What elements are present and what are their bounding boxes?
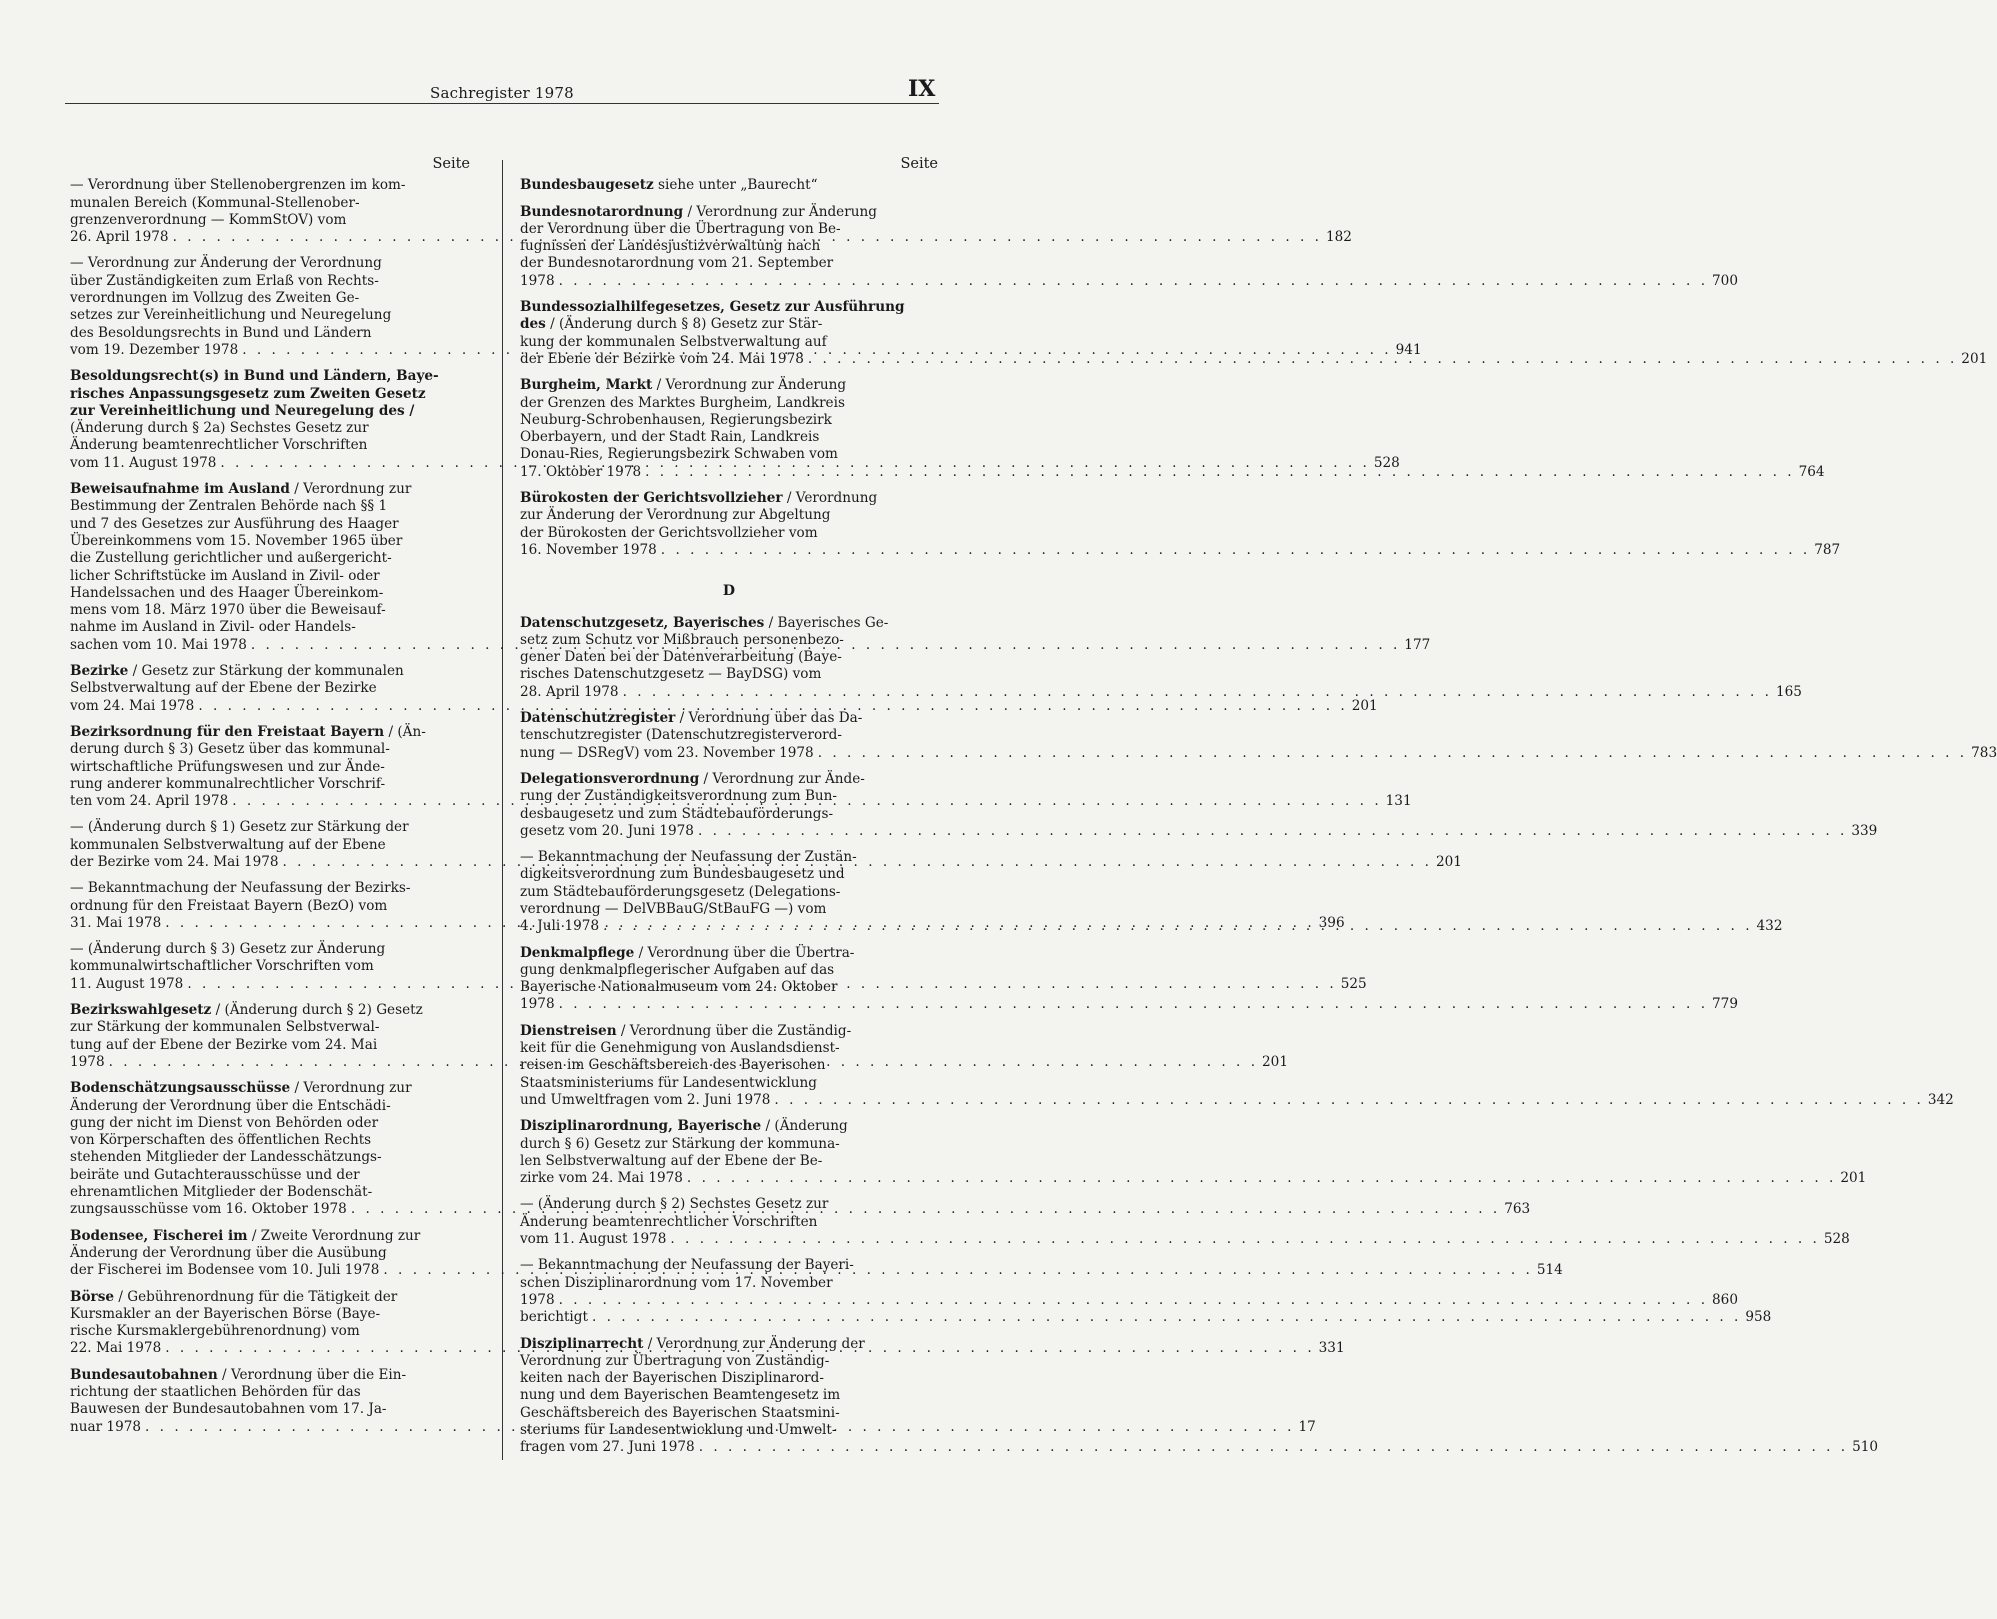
leader-dots xyxy=(559,273,1708,289)
entry-page-ref: 779 xyxy=(1712,996,1738,1013)
index-entry xyxy=(520,490,1841,559)
entry-date: zungsausschüsse vom 16. Oktober 1978 xyxy=(70,1201,347,1218)
entry-reference-line xyxy=(520,683,1802,701)
entry-reference-line xyxy=(520,1231,1850,1248)
entry-text-line: tung auf der Ebene der Bezirke vom 24. Mai xyxy=(70,1036,378,1053)
entry-date: 22. Mai 1978 xyxy=(70,1340,162,1357)
entry-text-line: rung der Zuständigkeitsverordnung zum Bun- xyxy=(520,788,838,805)
entry-reference-line xyxy=(520,996,1738,1013)
entry-text-line: setz zum Schutz vor Mißbrauch personenbezo- xyxy=(520,631,844,648)
entry-page-ref: 201 xyxy=(1435,853,1462,870)
entry-text-line: verordnungen im Vollzug des Zweiten Ge- xyxy=(70,290,360,307)
entry-text-line: gung der nicht im Dienst von Behörden oder xyxy=(70,1114,379,1131)
entry-page-ref: 763 xyxy=(1504,1201,1531,1218)
entry-heading-rest: / Bayerisches Ge- xyxy=(764,614,889,631)
entry-page-ref: 342 xyxy=(1927,1091,1954,1108)
entry-text-line: der Bürokosten der Gerichtsvollzieher vom xyxy=(520,524,818,541)
entry-keyword: Datenschutzgesetz, Bayerisches xyxy=(520,614,765,631)
leader-dots xyxy=(818,745,1967,761)
entry-keyword: Bodenschätzungsausschüsse xyxy=(70,1080,291,1097)
entry-heading-rest: / Verordnung über die Zuständig- xyxy=(616,1022,852,1039)
entry-text-line: keiten nach der Bayerischen Disziplinarord- xyxy=(520,1370,824,1387)
entry-text-line: (Änderung durch § 2a) Sechstes Gesetz zur xyxy=(70,420,369,437)
entry-page-ref: 331 xyxy=(1318,1340,1345,1357)
entry-text-line: licher Schriftstücke im Ausland in Zivil- oder xyxy=(70,567,380,584)
entry-page-ref: 860 xyxy=(1712,1291,1738,1308)
entry-text-line: kommunalen Selbstverwaltung auf der Ebene xyxy=(70,836,386,853)
entry-heading-line xyxy=(520,1118,938,1135)
leader-dots xyxy=(698,823,1847,839)
entry-page-ref: 201 xyxy=(1351,697,1378,714)
entry-date: vom 11. August 1978 xyxy=(520,1231,667,1248)
entry-text-line: schen Disziplinarordnung vom 17. November xyxy=(520,1274,833,1291)
entry-text-line: Handelssachen und des Haager Übereinkom- xyxy=(70,584,384,601)
entry-text-line: munalen Bereich (Kommunal-Stellenober- xyxy=(70,194,360,211)
entry-page-ref: 339 xyxy=(1851,822,1878,839)
entry-text-line: — Bekanntmachung der Neufassung der Bayeri- xyxy=(520,1257,854,1274)
entry-keyword: Disziplinarrecht xyxy=(520,1335,644,1352)
entry-reference-line xyxy=(520,744,1997,762)
leader-dots xyxy=(559,1292,1708,1308)
entry-date: gesetz vom 20. Juni 1978 xyxy=(520,822,694,839)
entry-text-line: der Verordnung über die Übertragung von Be- xyxy=(520,220,841,237)
entry-text-line: — (Änderung durch § 2) Sechstes Gesetz zur xyxy=(520,1196,829,1213)
entry-text-line: risches Datenschutzgesetz — BayDSG) vom xyxy=(520,666,822,683)
entry-heading-line xyxy=(520,204,938,221)
entry-text-line: — (Änderung durch § 1) Gesetz zur Stärkung der xyxy=(70,819,409,836)
entry-keyword: Beweisaufnahme im Ausland xyxy=(70,481,290,498)
entry-reference-line xyxy=(520,1439,1879,1456)
entry-date: berichtigt xyxy=(520,1309,588,1326)
entry-text-line: fugnissen der Landesjustizverwaltung nach xyxy=(520,238,821,255)
entry-text-line: Kursmakler an der Bayerischen Börse (Baye- xyxy=(70,1305,381,1322)
entry-text-line: der Grenzen des Marktes Burgheim, Landkreis xyxy=(520,394,845,411)
entry-text-line: — Verordnung über Stellenobergrenzen im kom- xyxy=(70,177,406,194)
entry-heading-rest: / Verordnung über die Ein- xyxy=(217,1366,407,1383)
entry-text-line: gener Daten bei der Datenverarbeitung (Baye- xyxy=(520,649,842,666)
entry-page-ref: 165 xyxy=(1776,683,1802,700)
entry-text-line: ehrenamtlichen Mitglieder der Bodenschät- xyxy=(70,1184,373,1201)
entry-heading-line xyxy=(520,377,938,394)
index-entry xyxy=(520,710,1997,762)
entry-heading-line xyxy=(520,177,938,194)
entry-page-ref: 528 xyxy=(1823,1231,1850,1248)
entry-keyword: Börse xyxy=(70,1288,115,1305)
entry-heading-line xyxy=(70,481,470,498)
entry-heading-rest: / Verordnung über die Übertra- xyxy=(634,944,855,961)
entry-text-line: verordnung — DelVBBauG/StBauFG —) vom xyxy=(520,900,827,917)
entry-date: der Fischerei im Bodensee vom 10. Juli 1978 xyxy=(70,1262,380,1279)
entry-keyword: Datenschutzregister xyxy=(520,710,676,727)
leader-dots xyxy=(808,351,1957,367)
entry-text-line: tenschutzregister (Datenschutzregisterverord- xyxy=(520,727,842,744)
entry-text-line: desbaugesetz und zum Städtebauförderungs- xyxy=(520,805,834,822)
entry-keyword: Delegationsverordnung xyxy=(520,770,700,787)
entry-reference-line xyxy=(520,350,1988,368)
entry-text-line: — (Änderung durch § 3) Gesetz zur Änderung xyxy=(70,941,386,958)
section-letter: D xyxy=(722,583,736,600)
entry-text-line: der Bundesnotarordnung vom 21. September xyxy=(520,255,834,272)
entry-text-line: nahme im Ausland in Zivil- oder Handels- xyxy=(70,619,356,636)
entry-text-line: mens vom 18. März 1970 über die Beweisauf- xyxy=(70,602,386,619)
entry-page-ref: 17 xyxy=(1298,1418,1316,1435)
entry-heading-rest: / Gebührenordnung für die Tätigkeit der xyxy=(114,1288,398,1305)
entry-heading-rest: / Verordnung zur Änderung xyxy=(652,377,847,394)
entry-text-line: derung durch § 3) Gesetz über das kommunal- xyxy=(70,741,390,758)
entry-page-ref: 432 xyxy=(1756,918,1783,935)
entry-heading-line xyxy=(70,368,470,385)
entry-text-line: über Zuständigkeiten zum Erlaß von Rechts- xyxy=(70,272,379,289)
entry-heading-line xyxy=(70,1289,470,1306)
entry-keyword: Bodensee, Fischerei im xyxy=(70,1227,248,1244)
entry-reference-line xyxy=(520,463,1825,481)
entry-keyword: Burgheim, Markt xyxy=(520,377,653,394)
entry-heading-rest: / Verordnung zur Änderung der xyxy=(643,1335,865,1352)
entry-heading-rest: / (Änderung xyxy=(761,1118,848,1135)
entry-date: 31. Mai 1978 xyxy=(70,914,162,931)
entry-keyword: Dienstreisen xyxy=(520,1022,617,1039)
entry-date: 26. April 1978 xyxy=(70,229,169,246)
entry-page-ref: 525 xyxy=(1340,975,1367,992)
entry-date: ten vom 24. April 1978 xyxy=(70,793,229,810)
leader-dots xyxy=(645,464,1794,480)
entry-heading-line xyxy=(520,615,938,632)
entry-page-ref: 201 xyxy=(1961,350,1988,367)
entry-text-line: rung anderer kommunalrechtlicher Vorschrif- xyxy=(70,775,386,792)
entry-text-line: beiräte und Gutachterausschüsse und der xyxy=(70,1166,360,1183)
entry-keyword-cont: des xyxy=(520,316,546,333)
entry-text-line: Änderung der Verordnung über die Ausübung xyxy=(70,1244,387,1261)
entry-date: der Ebene der Bezirke vom 24. Mai 1978 xyxy=(520,350,804,367)
entry-text-line: richtung der staatlichen Behörden für das xyxy=(70,1384,361,1400)
entry-text-line: die Zustellung gerichtlicher und außergericht- xyxy=(70,550,392,567)
entry-page-ref: 514 xyxy=(1536,1262,1563,1279)
leader-dots xyxy=(559,996,1708,1012)
entry-page-ref: 131 xyxy=(1385,793,1412,810)
entry-text-line: rische Kursmaklergebührenordnung) vom xyxy=(70,1323,360,1340)
entry-text-line: Änderung beamtenrechtlicher Vorschriften xyxy=(70,437,368,454)
entry-text-line: Staatsministeriums für Landesentwicklung xyxy=(520,1074,817,1091)
entry-text-line: nung und dem Bayerischen Beamtengesetz im xyxy=(520,1387,841,1404)
entry-heading-line xyxy=(520,771,938,788)
entry-keyword: Besoldungsrecht(s) in Bund und Ländern, Baye- xyxy=(70,368,439,385)
leader-dots xyxy=(699,1439,1848,1455)
entry-heading-rest: / (Än- xyxy=(384,723,426,740)
entry-date: 4. Juli 1978 xyxy=(520,918,600,935)
entry-text-line: Änderung der Verordnung über die Entschädi- xyxy=(70,1097,391,1114)
leader-dots xyxy=(592,1309,1741,1325)
leader-dots xyxy=(623,684,1772,700)
entry-text-line: Verordnung zur Übertragung von Zuständig- xyxy=(520,1352,830,1369)
entry-reference-line xyxy=(520,1309,1772,1326)
entry-heading-rest: siehe unter „Baurecht“ xyxy=(653,177,818,194)
entry-keyword: Bundessozialhilfegesetzes, Gesetz zur Ausführung xyxy=(520,299,905,316)
entry-text-line: des Besoldungsrechts in Bund und Ländern xyxy=(70,324,372,341)
header-rule xyxy=(65,103,939,104)
entry-reference-line xyxy=(520,272,1738,290)
entry-text-line: zur Stärkung der kommunalen Selbstverwal- xyxy=(70,1019,380,1036)
entry-text-line: Änderung beamtenrechtlicher Vorschriften xyxy=(520,1213,818,1230)
entry-keyword-line: risches Anpassungsgesetz zum Zweiten Gesetz xyxy=(70,385,426,402)
entry-date: und Umweltfragen vom 2. Juni 1978 xyxy=(520,1091,771,1108)
entry-reference-line xyxy=(70,229,1352,246)
entry-text-line: setzes zur Vereinheitlichung und Neuregelung xyxy=(70,307,392,324)
leader-dots xyxy=(603,918,1752,934)
leader-dots xyxy=(670,1231,1819,1247)
entry-text-line: kung der kommunalen Selbstverwaltung auf xyxy=(520,333,827,350)
entry-heading-rest: / Verordnung über das Da- xyxy=(675,710,863,727)
running-title: Sachregister 1978 xyxy=(430,84,574,102)
entry-heading-rest: / Verordnung zur Ände- xyxy=(699,770,865,787)
entry-keyword: Bezirkswahlgesetz xyxy=(70,1002,212,1019)
entry-text-line: Bauwesen der Bundesautobahnen vom 17. Ja- xyxy=(70,1401,387,1418)
entry-date: 1978 xyxy=(520,996,555,1013)
entry-text-line: durch § 6) Gesetz zur Stärkung der kommuna- xyxy=(520,1135,840,1152)
entry-page-ref: 182 xyxy=(1326,229,1352,246)
entry-page-ref: 396 xyxy=(1318,914,1345,931)
entry-text-line: von Körperschaften des öffentlichen Rechts xyxy=(70,1132,372,1149)
entry-heading-rest: / Verordnung zur Änderung xyxy=(683,203,877,220)
entry-reference-line xyxy=(520,1091,1954,1109)
entry-text-line: stehenden Mitglieder der Landesschätzungs- xyxy=(70,1149,382,1166)
leader-dots xyxy=(661,542,1810,558)
entry-text-line: wirtschaftliche Prüfungswesen und zur Ände- xyxy=(70,758,385,775)
entry-heading-line xyxy=(520,490,938,507)
leader-dots xyxy=(774,1092,1923,1108)
entry-date: vom 11. August 1978 xyxy=(70,454,217,471)
entry-date: 28. April 1978 xyxy=(520,683,619,700)
entry-keyword: Bezirke xyxy=(70,663,129,680)
index-entry xyxy=(520,177,938,194)
entry-text-line: reisen im Geschäftsbereich des Bayerischen xyxy=(520,1057,826,1074)
entry-date: 1978 xyxy=(520,272,555,289)
entry-text-line: digkeitsverordnung zum Bundesbaugesetz und xyxy=(520,866,845,883)
entry-text-line: zum Städtebauförderungsgesetz (Delegations- xyxy=(520,883,841,900)
entry-heading-rest: / Verordnung zur xyxy=(290,1080,412,1097)
entry-date: der Bezirke vom 24. Mai 1978 xyxy=(70,853,279,870)
seite-label-right: Seite xyxy=(900,156,938,172)
entry-heading-rest: / (Änderung durch § 8) Gesetz zur Stär- xyxy=(545,316,823,333)
entry-keyword: Bundesbaugesetz xyxy=(520,177,654,194)
entry-text-line: keit für die Genehmigung von Auslandsdienst- xyxy=(520,1040,840,1057)
entry-date: zirke vom 24. Mai 1978 xyxy=(520,1170,683,1187)
entry-keyword: Bundesautobahnen xyxy=(70,1366,218,1383)
entry-text-line: Donau-Ries, Regierungsbezirk Schwaben vom xyxy=(520,446,838,463)
entry-date: nuar 1978 xyxy=(70,1418,142,1435)
entry-page-ref: 958 xyxy=(1745,1309,1772,1326)
entry-date: 11. August 1978 xyxy=(70,975,184,992)
entry-heading-line xyxy=(70,1228,470,1245)
seite-label-left: Seite xyxy=(432,156,470,172)
entry-heading-line xyxy=(70,1080,470,1097)
entry-date: 16. November 1978 xyxy=(520,541,657,558)
entry-page-ref: 201 xyxy=(1262,1053,1288,1070)
index-entry xyxy=(520,1118,1867,1187)
entry-text-line: Übereinkommens vom 15. November 1965 über xyxy=(70,532,403,549)
entry-page-ref: 941 xyxy=(1395,341,1422,358)
entry-date: 17. Oktober 1978 xyxy=(520,463,642,480)
entry-heading-rest: / Zweite Verordnung zur xyxy=(247,1227,421,1244)
entry-text-line: zur Änderung der Verordnung zur Abgeltung xyxy=(520,507,831,524)
entry-heading-line xyxy=(70,1002,470,1019)
entry-keyword: Disziplinarordnung, Bayerische xyxy=(520,1118,762,1135)
entry-heading-line xyxy=(70,1367,470,1384)
entry-heading-line xyxy=(70,724,470,741)
entry-text-line: steriums für Landesentwicklung und Umwelt- xyxy=(520,1422,837,1438)
entry-text-line: Bayerische Nationalmuseum vom 24. Oktober xyxy=(520,979,838,996)
entry-page-ref: 700 xyxy=(1712,272,1738,289)
entry-reference-line xyxy=(520,541,1841,559)
entry-heading-line xyxy=(520,299,938,316)
entry-date: vom 24. Mai 1978 xyxy=(70,697,195,714)
entry-heading-rest: / Verordnung zur xyxy=(289,481,412,498)
entry-heading-line xyxy=(520,1023,938,1040)
entry-page-ref: 201 xyxy=(1840,1170,1867,1187)
entry-heading-line xyxy=(70,663,470,680)
entry-keyword: Bundesnotarordnung xyxy=(520,203,684,220)
entry-text-line: Oberbayern, und der Stadt Rain, Landkreis xyxy=(520,429,820,446)
entry-keyword: Denkmalpflege xyxy=(520,944,635,961)
entry-reference-line xyxy=(520,1291,1738,1309)
entry-keyword-line: zur Vereinheitlichung und Neuregelung des / xyxy=(70,402,415,419)
entry-date: fragen vom 27. Juni 1978 xyxy=(520,1439,695,1456)
entry-heading-line xyxy=(520,710,938,727)
entry-text-line: ordnung für den Freistaat Bayern (BezO) vom xyxy=(70,897,388,914)
entry-reference-line xyxy=(520,822,1878,840)
entry-reference-line xyxy=(520,1170,1867,1187)
entry-page-ref: 510 xyxy=(1852,1439,1879,1456)
entry-date: sachen vom 10. Mai 1978 xyxy=(70,636,247,653)
entry-heading-rest: / Verordnung xyxy=(782,490,878,507)
entry-text-line: Neuburg-Schrobenhausen, Regierungsbezirk xyxy=(520,411,832,428)
entry-heading-line xyxy=(520,1336,938,1353)
entry-text-line: — Verordnung zur Änderung der Verordnung xyxy=(70,255,382,272)
page-number: IX xyxy=(908,76,936,102)
entry-text-line: Geschäftsbereich des Bayerischen Staatsmini- xyxy=(520,1404,840,1421)
entry-reference-line xyxy=(70,697,1378,715)
entry-text-line: — Bekanntmachung der Neufassung der Zustän- xyxy=(520,849,857,866)
entry-text-line: grenzenverordnung — KommStOV) vom xyxy=(70,211,347,228)
leader-dots xyxy=(687,1170,1836,1186)
entry-text-line: — Bekanntmachung der Neufassung der Bezirks- xyxy=(70,880,411,897)
entry-page-ref: 528 xyxy=(1373,454,1400,471)
entry-keyword-continuation xyxy=(520,316,938,333)
entry-heading-rest: / Gesetz zur Stärkung der kommunalen xyxy=(128,663,404,680)
entry-page-ref: 787 xyxy=(1814,541,1841,558)
entry-date: 1978 xyxy=(520,1291,555,1308)
entry-date: 1978 xyxy=(70,1053,105,1070)
entry-page-ref: 783 xyxy=(1971,744,1997,761)
entry-page-ref: 764 xyxy=(1798,463,1825,480)
entry-text-line: gung denkmalpflegerischer Aufgaben auf das xyxy=(520,961,835,978)
entry-keyword: Bezirksordnung für den Freistaat Bayern xyxy=(70,723,385,740)
entry-text-line: kommunalwirtschaftlicher Vorschriften vom xyxy=(70,958,374,975)
entry-heading-rest: / (Änderung durch § 2) Gesetz xyxy=(211,1002,423,1019)
entry-date: vom 19. Dezember 1978 xyxy=(70,341,239,358)
entry-heading-line xyxy=(520,945,938,962)
entry-text-line: Bestimmung der Zentralen Behörde nach §§ 1 xyxy=(70,498,388,515)
entry-date: nung — DSRegV) vom 23. November 1978 xyxy=(520,744,814,761)
entry-keyword: Bürokosten der Gerichtsvollzieher xyxy=(520,490,783,507)
entry-text-line: und 7 des Gesetzes zur Ausführung des Haager xyxy=(70,515,399,532)
entry-text-line: len Selbstverwaltung auf der Ebene der Be- xyxy=(520,1152,823,1169)
entry-text-line: Selbstverwaltung auf der Ebene der Bezirke xyxy=(70,680,377,697)
entry-page-ref: 177 xyxy=(1404,636,1431,653)
